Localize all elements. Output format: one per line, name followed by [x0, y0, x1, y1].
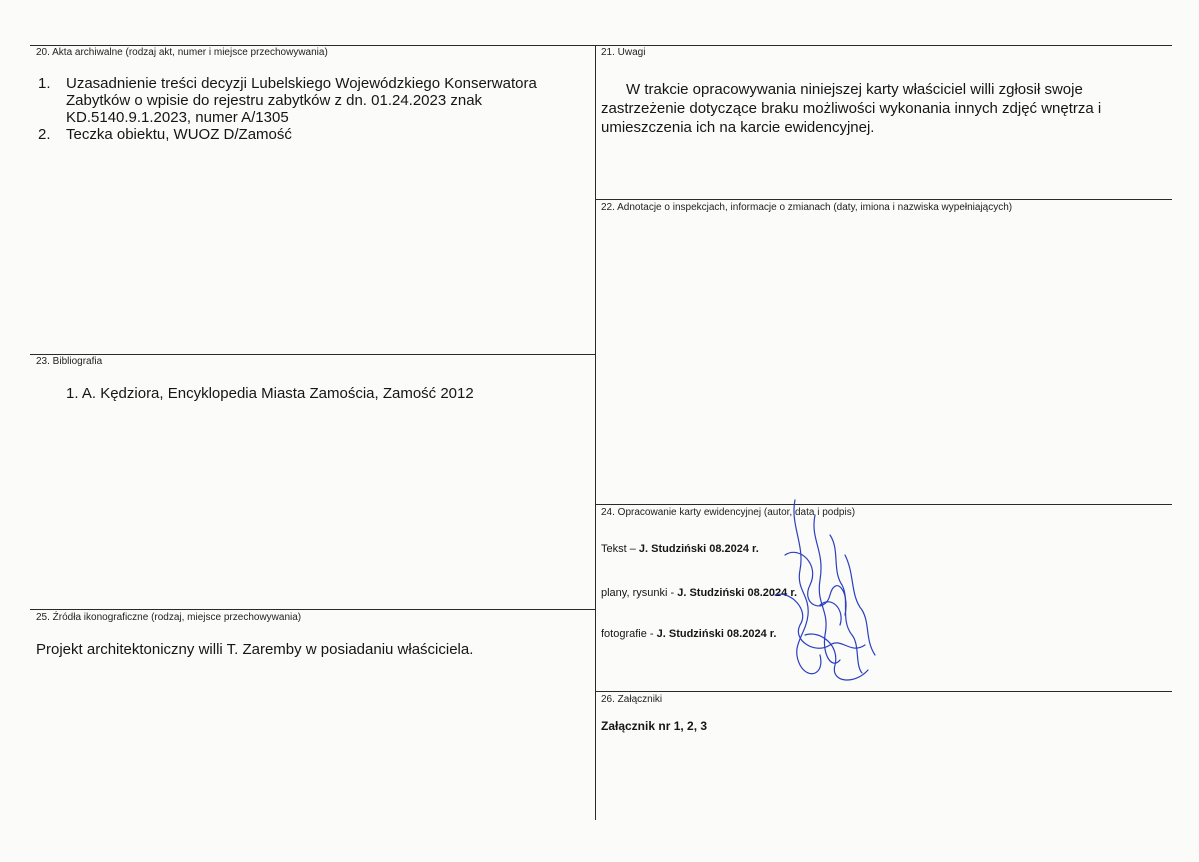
author-row-value: J. Studziński 08.2024 r. — [656, 628, 777, 640]
list-text: KD.5140.9.1.2023, numer A/1305 — [66, 109, 289, 126]
section-23-header: 23. Bibliografia — [36, 356, 103, 367]
author-row-label: Tekst – — [601, 543, 639, 555]
author-row-text — [601, 543, 759, 555]
remarks-text — [601, 80, 1161, 137]
list-item — [38, 75, 588, 126]
iconographic-sources-text: Projekt architektoniczny willi T. Zaremby w posiadaniu właściciela. — [36, 641, 474, 658]
list-number: 1. — [66, 385, 79, 402]
remarks-line: zastrzeżenie dotyczące braku możliwości wykonania innych zdjęć wnętrza i — [601, 100, 1102, 117]
remarks-line: umieszczenia ich na karcie ewidencyjnej. — [601, 119, 875, 136]
section-21-header: 21. Uwagi — [601, 47, 646, 58]
list-number: 2. — [38, 126, 51, 143]
author-row-value: J. Studziński 08.2024 r. — [677, 587, 798, 599]
list-text: Uzasadnienie treści decyzji Lubelskiego Wojewódzkiego Konserwatora — [66, 75, 537, 92]
remarks-line: W trakcie opracowywania niniejszej karty właściciel willi zgłosił swoje — [626, 81, 1083, 98]
author-row-label: fotografie - — [601, 628, 657, 640]
section-24-header: 24. Opracowanie karty ewidencyjnej (autor, data i podpis) — [601, 507, 856, 518]
rule-22-24 — [595, 504, 1172, 505]
bibliography-text: A. Kędziora, Encyklopedia Miasta Zamościa, Zamość 2012 — [81, 385, 474, 402]
archival-records-list — [38, 75, 588, 143]
list-text: Teczka obiektu, WUOZ D/Zamość — [66, 126, 292, 143]
section-25-header: 25. Źródła ikonograficzne (rodzaj, miejsce przechowywania) — [36, 612, 302, 623]
rule-21-22 — [595, 199, 1172, 200]
author-row-label: plany, rysunki - — [601, 587, 678, 599]
top-rule — [30, 45, 1172, 46]
handwritten-signature — [770, 495, 880, 690]
author-row-plans — [601, 587, 797, 599]
author-row-photos — [601, 628, 776, 640]
author-row-value: J. Studziński 08.2024 r. — [638, 543, 759, 555]
section-26-header: 26. Załączniki — [601, 694, 663, 705]
rule-23-25 — [30, 609, 595, 610]
attachments-value: Załącznik nr 1, 2, 3 — [601, 719, 708, 733]
attachments-text — [601, 719, 707, 733]
bibliography-item — [66, 384, 474, 403]
rule-24-26 — [595, 691, 1172, 692]
section-20-header: 20. Akta archiwalne (rodzaj akt, numer i miejsce przechowywania) — [36, 47, 328, 58]
list-number: 1. — [38, 75, 51, 92]
list-item — [38, 126, 588, 143]
list-text: Zabytków o wpisie do rejestru zabytków z dn. 01.24.2023 znak — [66, 92, 483, 109]
section-22-header: 22. Adnotacje o inspekcjach, informacje o zmianach (daty, imiona i nazwiska wypełniających) — [601, 202, 1013, 213]
center-divider — [595, 45, 596, 820]
rule-20-23 — [30, 354, 595, 355]
